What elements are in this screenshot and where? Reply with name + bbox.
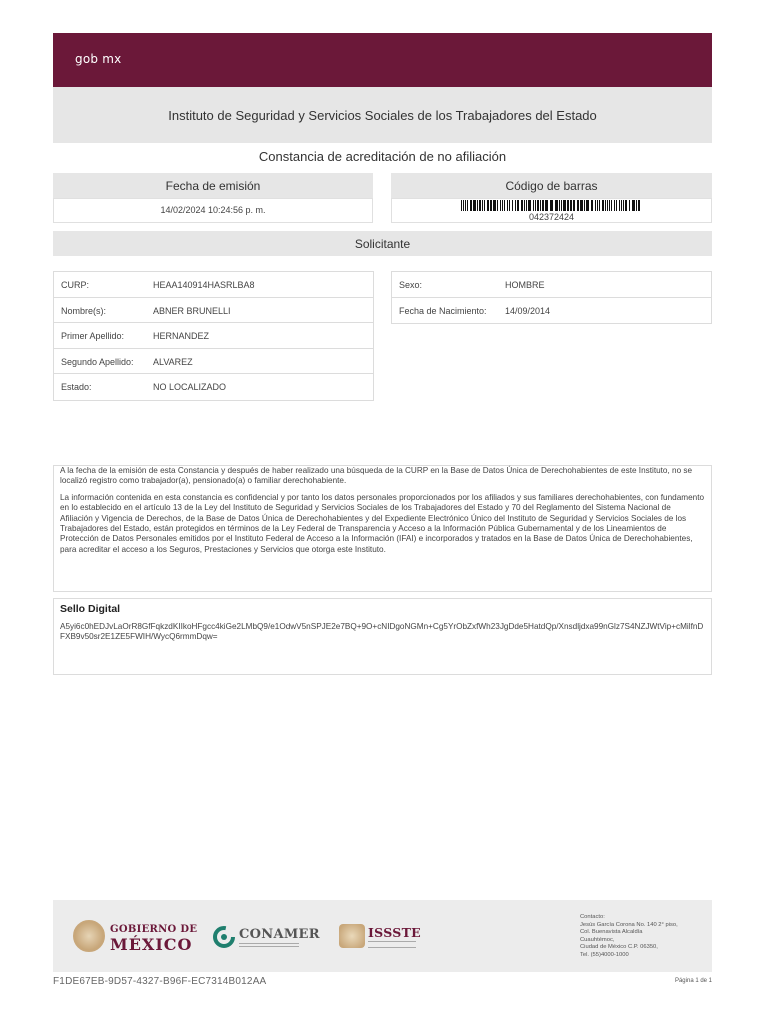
legal-text-box: [53, 465, 712, 592]
footer-band: [53, 900, 712, 972]
solicitante-table-right: [391, 271, 712, 324]
barcode-bar: [567, 200, 569, 211]
table-row: [54, 272, 373, 298]
fecha-emision-cell: [53, 198, 373, 223]
table-row: [54, 374, 373, 400]
barcode-bar: [535, 200, 536, 211]
barcode-bar: [629, 200, 630, 211]
fecha-nacimiento-label: Fecha de Nacimiento:: [399, 305, 487, 316]
barcode-bar: [591, 200, 593, 211]
gobierno-seal-icon: [73, 920, 105, 952]
barcode-bar: [521, 200, 523, 211]
sello-digital-box: [53, 598, 712, 675]
nombre-label: Nombre(s):: [61, 305, 107, 316]
nombre-value: ABNER BRUNELLI: [153, 305, 231, 316]
table-row: [54, 323, 373, 349]
barcode-bar: [493, 200, 496, 211]
conamer-logo-icon: [213, 926, 235, 948]
barcode-bar: [473, 200, 476, 211]
barcode-bar: [487, 200, 489, 211]
barcode-bar: [609, 200, 610, 211]
barcode-bar: [509, 200, 510, 211]
barcode-bar: [599, 200, 600, 211]
barcode-bar: [482, 200, 483, 211]
barcode-bar: [502, 200, 503, 211]
institute-name: Instituto de Seguridad y Servicios Sociales de los Trabajadores del Estado: [53, 87, 712, 143]
barcode-bar: [542, 200, 544, 211]
barcode-bar: [463, 200, 464, 211]
contact-line: Ciudad de México C.P. 06350,: [580, 944, 658, 951]
barcode-bar: [577, 200, 579, 211]
codigo-barras-cell: [391, 198, 712, 223]
sello-digital-text: A5yi6c0hEDJvLaOrR8GfFqkzdKIIkoHFgcc4kiGe2LMbQ9/e1OdwV5nSPJE2e7BQ+9O+cNIDgoNGMn+Cg5YrObZxfWh23JgDde5HatdQp/Xnsdljdxa99nGlz7S4NZJWtVip+cMilfnDFXB9v50sr2E1ZE5FWIH/WycQ6rmmDqw=: [60, 622, 704, 642]
contact-line: Contacto:: [580, 914, 605, 920]
barcode-bar: [555, 200, 558, 211]
sexo-label: Sexo:: [399, 280, 423, 290]
solicitante-header: Solicitante: [53, 231, 712, 256]
barcode-bar: [526, 200, 527, 211]
barcode-bar: [563, 200, 566, 211]
barcode-bar: [586, 200, 589, 211]
barcode-bar: [470, 200, 472, 211]
barcode-bar: [573, 200, 575, 211]
barcode-bar: [595, 200, 596, 211]
barcode-bar: [584, 200, 585, 211]
document-title: Constancia de acreditación de no afiliación: [258, 149, 507, 164]
estado-label: Estado:: [61, 382, 92, 392]
fecha-emision-header: Fecha de emisión: [53, 173, 373, 198]
barcode-bar: [611, 200, 612, 211]
segundo-apellido-value: ALVAREZ: [153, 356, 193, 367]
barcode-image: [461, 200, 643, 211]
barcode-bar: [561, 200, 562, 211]
barcode-bar: [614, 200, 615, 211]
fecha-nacimiento-value: 14/09/2014: [505, 305, 551, 316]
barcode-bar: [597, 200, 598, 211]
barcode-bar: [528, 200, 531, 211]
barcode-bar: [512, 200, 513, 211]
barcode-bar: [537, 200, 539, 211]
barcode-number: 042372424: [528, 212, 575, 222]
page-number: Página 1 de 1: [674, 978, 712, 984]
barcode-bar: [545, 200, 548, 211]
document-uuid: F1DE67EB-9D57-4327-B96F-EC7314B012AA: [53, 976, 267, 987]
barcode-bar: [533, 200, 534, 211]
table-row: [54, 298, 373, 324]
primer-apellido-value: HERNANDEZ: [153, 331, 210, 341]
gob-mx-logo[interactable]: gob mx: [75, 52, 122, 66]
barcode-bar: [625, 200, 627, 211]
barcode-bar: [540, 200, 541, 211]
barcode-bar: [605, 200, 606, 211]
estado-value: NO LOCALIZADO: [153, 382, 227, 392]
issste-logo-icon: [339, 924, 365, 948]
table-row: [392, 272, 711, 298]
barcode-bar: [638, 200, 640, 211]
barcode-bar: [636, 200, 637, 211]
barcode-bar: [479, 200, 481, 211]
contact-line: Col. Buenavista Alcaldía: [580, 929, 643, 936]
contact-line: Tel. (55)4000-1000: [580, 951, 629, 958]
issste-subtitle-lines: [368, 941, 416, 948]
conamer-subtitle-lines: [239, 943, 299, 947]
contact-block: [580, 914, 708, 960]
gobierno-logo-line2: MÉXICO: [110, 935, 193, 954]
barcode-bar: [632, 200, 635, 211]
confidencialidad-paragraph: La información contenida en esta constancia es confidencial y por tanto los datos personales proporcionados por los afiliados y sus familiares derechohabientes, con fundamento en lo establecido en el artículo 13 de la Ley del Instituto de Seguridad y Servicios Sociales de los Trabajadores del Estado y 70 del Reglamento del Sistema Nacional de Afiliación y Vigencia de Derechos, de la Base de Datos Única de Derechohabientes y del Expediente Electrónico Único del Instituto de Seguridad y Servicios Sociales de los Trabajadores del Estado, están protegidos en términos de la Ley Federal de Transparencia y Acceso a la Información Pública Gubernamental y de los Lineamientos de Protección de Datos Personales emitidos por el Instituto Federal de Acceso a la Información (IFAI) e incorporados y tratados en la Base de Datos Única de Derechohabientes, para acreditar el acceso a los Seguros, Prestaciones y Servicios que otorga este Instituto.: [60, 492, 705, 554]
barcode-bar: [619, 200, 620, 211]
barcode-bar: [507, 200, 508, 211]
barcode-bar: [515, 200, 516, 211]
sello-digital-title: Sello Digital: [60, 603, 121, 615]
barcode-bar: [524, 200, 525, 211]
barcode-bar: [477, 200, 478, 211]
barcode-bar: [602, 200, 604, 211]
contact-line: Jesús García Corona No. 140 2° piso,: [580, 921, 678, 928]
barcode-bar: [559, 200, 560, 211]
barcode-bar: [517, 200, 519, 211]
gobierno-logo-line1: GOBIERNO DE: [110, 924, 198, 935]
barcode-bar: [504, 200, 505, 211]
barcode-bar: [500, 200, 501, 211]
barcode-bar: [580, 200, 583, 211]
barcode-bar: [465, 200, 466, 211]
barcode-bar: [467, 200, 468, 211]
barcode-bar: [623, 200, 624, 211]
solicitante-table-left: [53, 271, 374, 401]
fecha-emision-value: 14/02/2024 10:24:56 p. m.: [160, 205, 266, 215]
conamer-logo-text: CONAMER: [239, 927, 320, 942]
barcode-bar: [497, 200, 498, 211]
barcode-bar: [616, 200, 617, 211]
contact-line: Cuauhtémoc,: [580, 936, 615, 943]
barcode-bar: [550, 200, 553, 211]
curp-value: HEAA140914HASRLBA8: [153, 280, 255, 290]
primer-apellido-label: Primer Apellido:: [61, 331, 125, 341]
sexo-value: HOMBRE: [505, 280, 545, 290]
issste-logo-text: ISSSTE: [368, 925, 422, 940]
barcode-bar: [461, 200, 462, 211]
table-row: [392, 298, 711, 324]
barcode-bar: [607, 200, 608, 211]
segundo-apellido-label: Segundo Apellido:: [61, 356, 134, 367]
barcode-bar: [484, 200, 485, 211]
codigo-barras-header: Código de barras: [391, 173, 712, 198]
barcode-bar: [570, 200, 572, 211]
barcode-bar: [621, 200, 622, 211]
no-registro-paragraph: A la fecha de la emisión de esta Constancia y después de haber realizado una búsqueda de la CURP en la Base de Datos Única de Derechohabientes de este Instituto, no se localizó registro como trabajador(a), pensionado(a) o familiar derechohabiente.: [60, 466, 693, 486]
barcode-bar: [490, 200, 492, 211]
header-bar: [53, 33, 712, 87]
curp-label: CURP:: [61, 280, 90, 290]
table-row: [54, 349, 373, 375]
